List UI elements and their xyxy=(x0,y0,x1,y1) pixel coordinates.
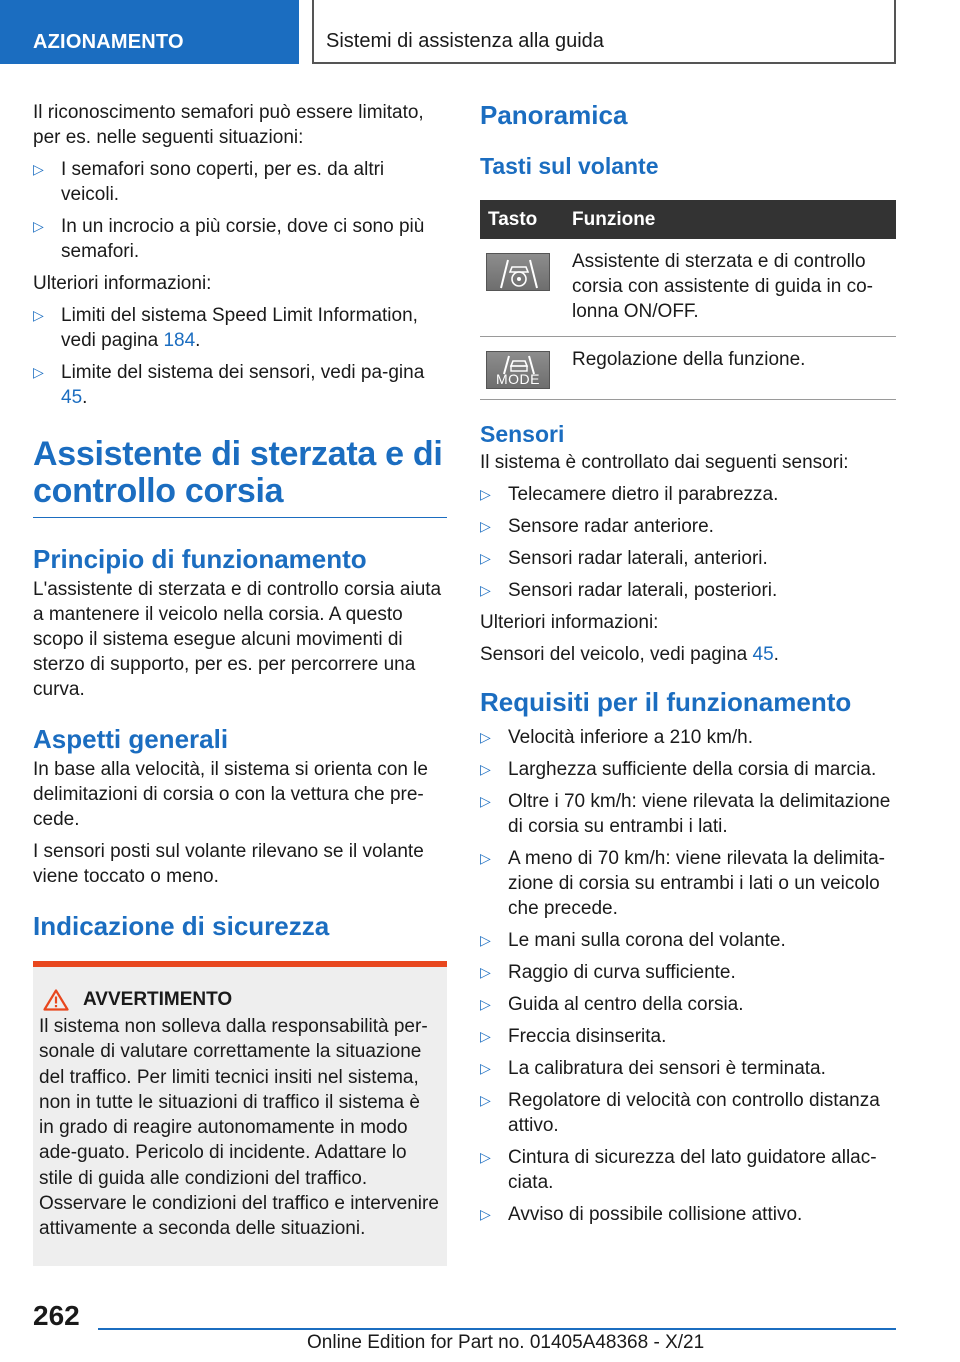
keys-table xyxy=(480,200,896,400)
triangle-bullet-icon: ▷ xyxy=(480,486,491,502)
list-item: ▷ Cintura di sicurezza del lato guidatore allac-ciata. xyxy=(480,1147,877,1193)
triangle-bullet-icon: ▷ xyxy=(480,582,491,598)
table-row xyxy=(480,337,896,400)
triangle-bullet-icon: ▷ xyxy=(33,161,44,177)
chapter-title: Sistemi di assistenza alla guida xyxy=(312,0,896,64)
more-info-label: Ulteriori informazioni: xyxy=(480,612,659,633)
page-link[interactable]: 45 xyxy=(752,644,774,665)
sensors-heading: Sensori xyxy=(480,421,565,447)
main-heading: Assistente di sterzata e di controllo corsia xyxy=(33,436,447,518)
triangle-bullet-icon: ▷ xyxy=(33,218,44,234)
list-item: ▷ A meno di 70 km/h: viene rilevata la delimita-zione di corsia su entrambi i lati o un veicolo che precede. xyxy=(480,848,886,919)
warning-box xyxy=(33,961,447,1266)
table-header-row xyxy=(480,200,896,239)
list-item: ▷ Oltre i 70 km/h: viene rilevata la delimitazione di corsia su entrambi i lati. xyxy=(480,791,891,837)
general-heading: Aspetti generali xyxy=(33,724,229,754)
triangle-bullet-icon: ▷ xyxy=(480,1092,491,1108)
principle-text: L'assistente di sterzata e di controllo corsia aiuta a mantenere il veicolo nella corsia. A questo scopo il sistema esegue alcuni movimenti di sterzo di supporto, per es. per percorrere una curva. xyxy=(33,579,442,700)
general-text: In base alla velocità, il sistema si orienta con le delimitazioni di corsia o con la vettura che pre-cede. xyxy=(33,759,428,830)
triangle-bullet-icon: ▷ xyxy=(480,932,491,948)
mode-label: MODE xyxy=(496,371,540,387)
warning-triangle-icon xyxy=(43,989,69,1011)
principle-heading: Principio di funzionamento xyxy=(33,544,367,574)
general-text: I sensori posti sul volante rilevano se il volante viene toccato o meno. xyxy=(33,841,424,887)
overview-heading: Panoramica xyxy=(480,100,628,130)
info-list xyxy=(33,303,447,410)
triangle-bullet-icon: ▷ xyxy=(480,729,491,745)
triangle-bullet-icon: ▷ xyxy=(480,550,491,566)
lane-assist-steering-icon[interactable] xyxy=(486,253,550,291)
list-item: ▷ Freccia disinserita. xyxy=(480,1026,667,1047)
page-number: 262 xyxy=(33,1300,80,1331)
column-header-function: Funzione xyxy=(564,200,896,239)
triangle-bullet-icon: ▷ xyxy=(480,1060,491,1076)
column-header-key: Tasto xyxy=(480,200,564,239)
triangle-bullet-icon: ▷ xyxy=(480,1149,491,1165)
list-item: ▷ I semafori sono coperti, per es. da altri veicoli. xyxy=(33,159,385,205)
function-cell: Regolazione della funzione. xyxy=(564,337,896,400)
list-item: ▷ Guida al centro della corsia. xyxy=(480,994,744,1015)
triangle-bullet-icon: ▷ xyxy=(480,761,491,777)
page-link[interactable]: 45 xyxy=(61,387,83,408)
warning-text: Il sistema non solleva dalla responsabilità per-sonale di valutare correttamente la situazione del traffico. Per limiti tecnici insiti nel sistema, non in tutte le situazioni di traffico il sistema è in grado di reagire autonomamente in modo ade-guato. Pericolo di incidente. Adattare lo stile di guida alle condizioni del traffico. Osservare le condizioni del traffico e intervenire attivamente a seconda delle situazioni. xyxy=(39,1016,439,1240)
lane-assist-mode-icon[interactable] xyxy=(486,351,550,389)
edition-note: Online Edition for Part no. 01405A48368 - X/21 xyxy=(307,1332,705,1353)
list-item: ▷ Sensori radar laterali, anteriori. xyxy=(480,548,768,569)
triangle-bullet-icon: ▷ xyxy=(480,964,491,980)
list-item: ▷ Limite del sistema dei sensori, vedi pa-gina 45. xyxy=(33,362,425,408)
list-item: ▷ Sensori radar laterali, posteriori. xyxy=(480,580,778,601)
list-item: ▷ Raggio di curva sufficiente. xyxy=(480,962,736,983)
function-cell: Assistente di sterzata e di controllo corsia con assistente di guida in co-lonna ON/OFF. xyxy=(564,239,896,337)
list-item: ▷ In un incrocio a più corsie, dove ci sono più semafori. xyxy=(33,216,425,262)
triangle-bullet-icon: ▷ xyxy=(480,850,491,866)
section-tab: AZIONAMENTO xyxy=(0,0,299,64)
triangle-bullet-icon: ▷ xyxy=(480,1028,491,1044)
triangle-bullet-icon: ▷ xyxy=(33,307,44,323)
list-item: ▷ Regolatore di velocità con controllo distanza attivo. xyxy=(480,1090,880,1136)
list-item: ▷ La calibratura dei sensori è terminata. xyxy=(480,1058,826,1079)
footer-divider xyxy=(98,1328,896,1330)
warning-title: AVVERTIMENTO xyxy=(39,987,439,1012)
list-item: ▷ Telecamere dietro il parabrezza. xyxy=(480,484,779,505)
more-info-label: Ulteriori informazioni: xyxy=(33,273,212,294)
safety-heading: Indicazione di sicurezza xyxy=(33,911,330,941)
left-column xyxy=(33,100,447,1266)
sensors-intro: Il sistema è controllato dai seguenti sensori: xyxy=(480,452,849,473)
requirements-list xyxy=(480,725,896,1227)
triangle-bullet-icon: ▷ xyxy=(33,364,44,380)
list-item: ▷ Avviso di possibile collisione attivo. xyxy=(480,1204,803,1225)
table-row xyxy=(480,239,896,337)
triangle-bullet-icon: ▷ xyxy=(480,1206,491,1222)
situation-list xyxy=(33,157,447,264)
list-item: ▷ Larghezza sufficiente della corsia di marcia. xyxy=(480,759,877,780)
list-item: ▷ Sensore radar anteriore. xyxy=(480,516,714,537)
keys-heading: Tasti sul volante xyxy=(480,153,659,179)
page-link[interactable]: 184 xyxy=(163,330,196,351)
list-item: ▷ Velocità inferiore a 210 km/h. xyxy=(480,727,754,748)
requirements-heading: Requisiti per il funzionamento xyxy=(480,687,852,717)
sensor-list xyxy=(480,482,896,603)
sensors-reference: Sensori del veicolo, vedi pagina 45. xyxy=(480,644,779,665)
right-column xyxy=(480,100,896,1234)
list-item: ▷ Le mani sulla corona del volante. xyxy=(480,930,786,951)
triangle-bullet-icon: ▷ xyxy=(480,518,491,534)
traffic-light-intro: Il riconoscimento semafori può essere limitato, per es. nelle seguenti situazioni: xyxy=(33,102,424,148)
triangle-bullet-icon: ▷ xyxy=(480,996,491,1012)
triangle-bullet-icon: ▷ xyxy=(480,793,491,809)
list-item: ▷ Limiti del sistema Speed Limit Information, vedi pagina 184. xyxy=(33,305,418,351)
